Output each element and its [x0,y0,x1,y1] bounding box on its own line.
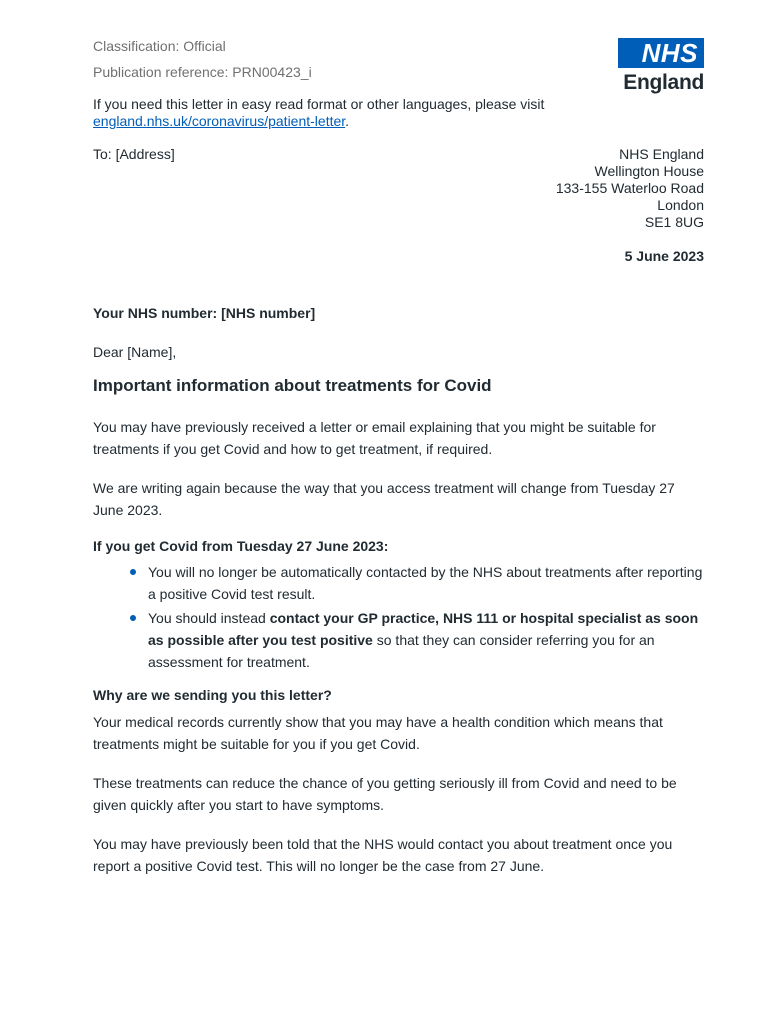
bullet-dot-icon [130,615,136,621]
letter-date: 5 June 2023 [624,248,704,264]
recipient-address: To: [Address] [93,146,175,162]
easy-read-trailing: . [345,113,350,129]
intro-paragraph-2: We are writing again because the way that you access treatment will change from Tuesday 27 June 2023. [93,480,675,518]
section-heading-covid-from-june: If you get Covid from Tuesday 27 June 2023: [93,538,389,554]
section-heading-why-letter: Why are we sending you this letter? [93,687,332,703]
publication-reference: Publication reference: PRN00423_i [93,64,312,80]
easy-read-notice [93,96,653,130]
bullet-text-before: You should instead [148,610,270,626]
sender-address [556,146,704,231]
bullet-text: You will no longer be automatically contacted by the NHS about treatments after reporting a positive Covid test result. [148,564,703,602]
why-paragraph-1: Your medical records currently show that you may have a health condition which means that treatments might be suitable for you if you get Covid. [93,714,663,752]
sender-address-line: SE1 8UG [644,214,704,230]
logo-region-text: England [623,71,704,94]
bullet-text-bold: contact your GP practice, NHS 111 or hospital specialist as soon as possible after you test positive [148,610,699,648]
bullet-item [93,607,708,673]
nhs-number: Your NHS number: [NHS number] [93,305,316,321]
intro-paragraph-1: You may have previously received a letter or email explaining that you might be suitable for treatments if you get Covid and how to get treatment, if required. [93,419,656,457]
letter-title: Important information about treatments for Covid [93,376,492,395]
bullet-item [93,561,708,605]
sender-address-line: NHS England [619,146,704,162]
salutation: Dear [Name], [93,344,177,360]
bullet-text-after: so that they can consider referring you for an assessment for treatment. [148,632,655,670]
patient-letter-link[interactable]: england.nhs.uk/coronavirus/patient-letter [93,113,346,129]
nhs-logo-text: NHS [641,38,698,68]
easy-read-text: If you need this letter in easy read format or other languages, please visit [93,96,545,112]
sender-address-line: London [657,197,704,213]
sender-address-line: 133-155 Waterloo Road [555,180,704,196]
bullet-list [93,561,708,675]
why-paragraph-2: These treatments can reduce the chance of you getting seriously ill from Covid and need to be given quickly after you start to have symptoms. [93,775,677,813]
sender-address-line: Wellington House [594,163,704,179]
nhs-logo-box [618,38,704,68]
why-paragraph-3: You may have previously been told that the NHS would contact you about treatment once you report a positive Covid test. This will no longer be the case from 27 June. [93,836,673,874]
bullet-dot-icon [130,569,136,575]
classification-label: Classification: Official [93,38,226,54]
nhs-england-logo [618,38,704,95]
